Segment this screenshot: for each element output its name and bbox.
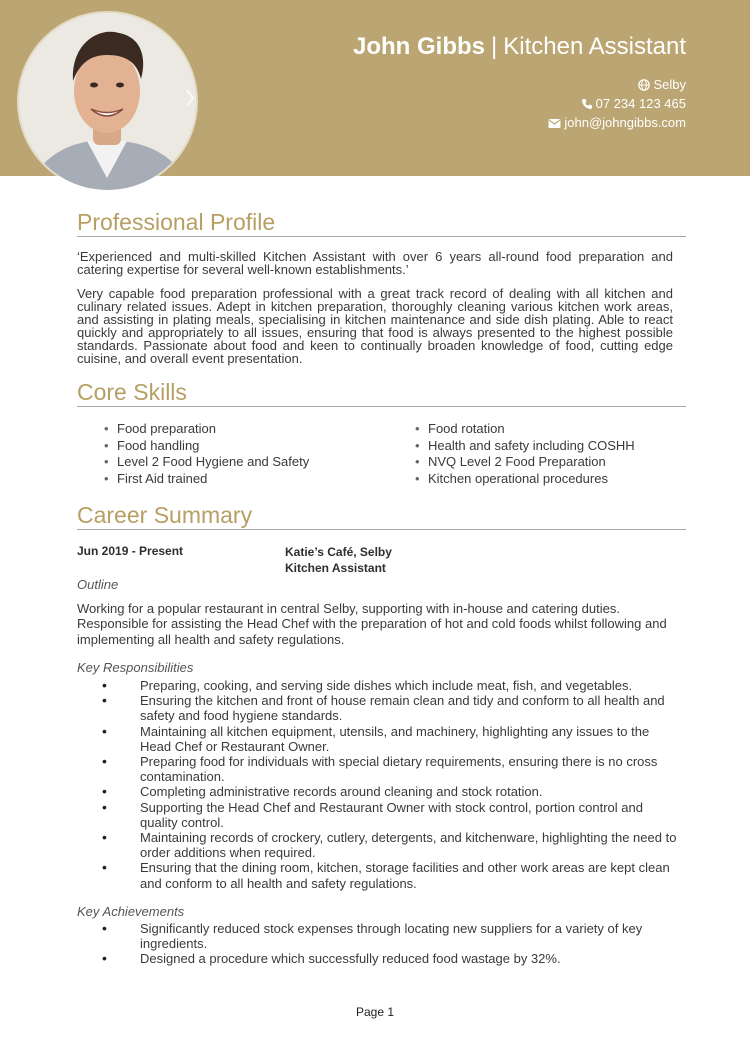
responsibility-text: Supporting the Head Chef and Restaurant Owner with stock control, portion control and quality control. [140,799,643,830]
phone-text[interactable]: 07 234 123 465 [595,96,686,111]
responsibility-text: Maintaining all kitchen equipment, utensils, and machinery, highlighting any issues to the Head Chef or Restaurant Owner. [140,723,650,754]
job-title: Kitchen Assistant [503,33,686,60]
list-item [100,951,680,966]
phone-icon [581,98,593,110]
job-employer: Katie’s Café, Selby [285,545,392,559]
skills-list-left [104,421,404,487]
responsibility-text: Completing administrative records around cleaning and stock rotation. [140,784,543,800]
responsibility-text: Maintaining records of crockery, cutlery, detergents, and kitchenware, highlighting the need to order additions when required. [140,830,677,861]
responsibilities-list [100,678,680,891]
bullet-icon: • [102,920,107,936]
bullet-icon: • [102,859,107,876]
list-item [100,678,680,693]
job-outline: Working for a popular restaurant in central Selby, supporting with in-house and catering duties. Responsible for assisting the Head Chef with the preparation of hot and cold foods whilst following and implementing all health and safety regulations. [77,601,667,647]
job-role: Kitchen Assistant [285,561,386,575]
globe-icon [638,79,650,91]
bullet-icon: • [102,692,107,709]
skill-label: Kitchen operational procedures [428,470,608,486]
outline-label: Outline [77,577,119,592]
skill-item [104,438,404,455]
bullet-icon: • [104,454,109,469]
bullet-icon: • [415,454,420,469]
skill-item [104,454,404,471]
skill-label: Food rotation [428,421,505,436]
skill-item [104,421,404,438]
list-item [100,693,680,723]
achievements-label: Key Achievements [77,904,185,919]
bullet-icon: • [102,829,107,846]
responsibility-text: Ensuring the kitchen and front of house remain clean and tidy and conform to all health and safety and food hygiene standards. [140,693,665,724]
contact-email [386,115,686,130]
skill-item [415,421,715,438]
bullet-icon: • [415,470,420,486]
responsibilities-label: Key Responsibilities [77,660,194,675]
email-text[interactable]: john@johngibbs.com [564,115,686,130]
skill-label: First Aid trained [117,470,208,486]
skill-item [415,438,715,455]
list-item [100,860,680,890]
bullet-icon: • [102,950,107,967]
responsibility-text: Ensuring that the dining room, kitchen, storage facilities and other work areas are kept clean and conform to all health and safety regulations. [140,860,670,891]
responsibility-text: Preparing, cooking, and serving side dishes which include meat, fish, and vegetables. [140,678,633,693]
location-text: Selby [653,77,686,92]
list-item [100,754,680,784]
skills-list-right [415,421,715,487]
skill-label: NVQ Level 2 Food Preparation [428,454,606,469]
profile-body: Very capable food preparation professional with a great track record of dealing with all kitchen and culinary related issues. Adept in kitchen preparation, thoroughly cleaning various kitchen work areas, and assisting in plating meals, specialising in kitchen maintenance and side dish plating. Able to react quickly and appropriately to all issues, ensuring that food is always presented to the highest possible standards. Passionate about food and keen to continually broaden knowledge of food, cutting edge cuisine, and overall event presentation. [77,286,673,366]
skill-label: Food preparation [117,421,217,436]
list-item [100,800,680,830]
achievements-list [100,921,680,967]
candidate-name: John Gibbs [353,33,485,60]
bullet-icon: • [104,437,109,453]
skill-label: Level 2 Food Hygiene and Safety [117,454,310,469]
profile-quote: ‘Experienced and multi-skilled Kitchen Assistant with over 6 years all-round food preparation and catering expertise for several well-known establishments.’ [77,249,673,277]
section-title-career: Career Summary [77,501,686,530]
achievement-text: Significantly reduced stock expenses through locating new suppliers for a variety of key ingredients. [140,921,643,952]
job-employer-block [285,544,392,576]
list-item [100,784,680,799]
bullet-icon: • [102,722,107,739]
bullet-icon: • [415,421,420,436]
achievement-text: Designed a procedure which successfully reduced food wastage by 32%. [140,951,561,967]
profile-photo [19,13,196,190]
skill-item [415,471,715,488]
bullet-icon: • [104,470,109,486]
bullet-icon: • [102,677,107,693]
bullet-icon: • [102,753,107,770]
list-item [100,724,680,754]
page-number: Page 1 [355,1005,395,1019]
title-separator: | [491,33,498,60]
contact-phone [386,96,686,111]
skill-item [104,471,404,488]
bullet-icon: • [102,783,107,800]
envelope-icon [548,118,561,129]
responsibility-text: Preparing food for individuals with special dietary requirements, ensuring there is no cross contamination. [140,754,658,785]
job-dates: Jun 2019 - Present [77,544,184,558]
skill-label: Health and safety including COSHH [428,437,635,453]
skill-label: Food handling [117,437,200,453]
chevron-right-icon [185,88,195,108]
section-title-skills: Core Skills [77,378,686,407]
header-band [0,0,750,176]
bullet-icon: • [415,437,420,453]
list-item [100,830,680,860]
skill-item [415,454,715,471]
section-title-profile: Professional Profile [77,208,686,237]
bullet-icon: • [104,421,109,436]
list-item [100,921,680,951]
contact-location [386,77,686,92]
name-title-line [353,33,686,61]
bullet-icon: • [102,798,107,815]
